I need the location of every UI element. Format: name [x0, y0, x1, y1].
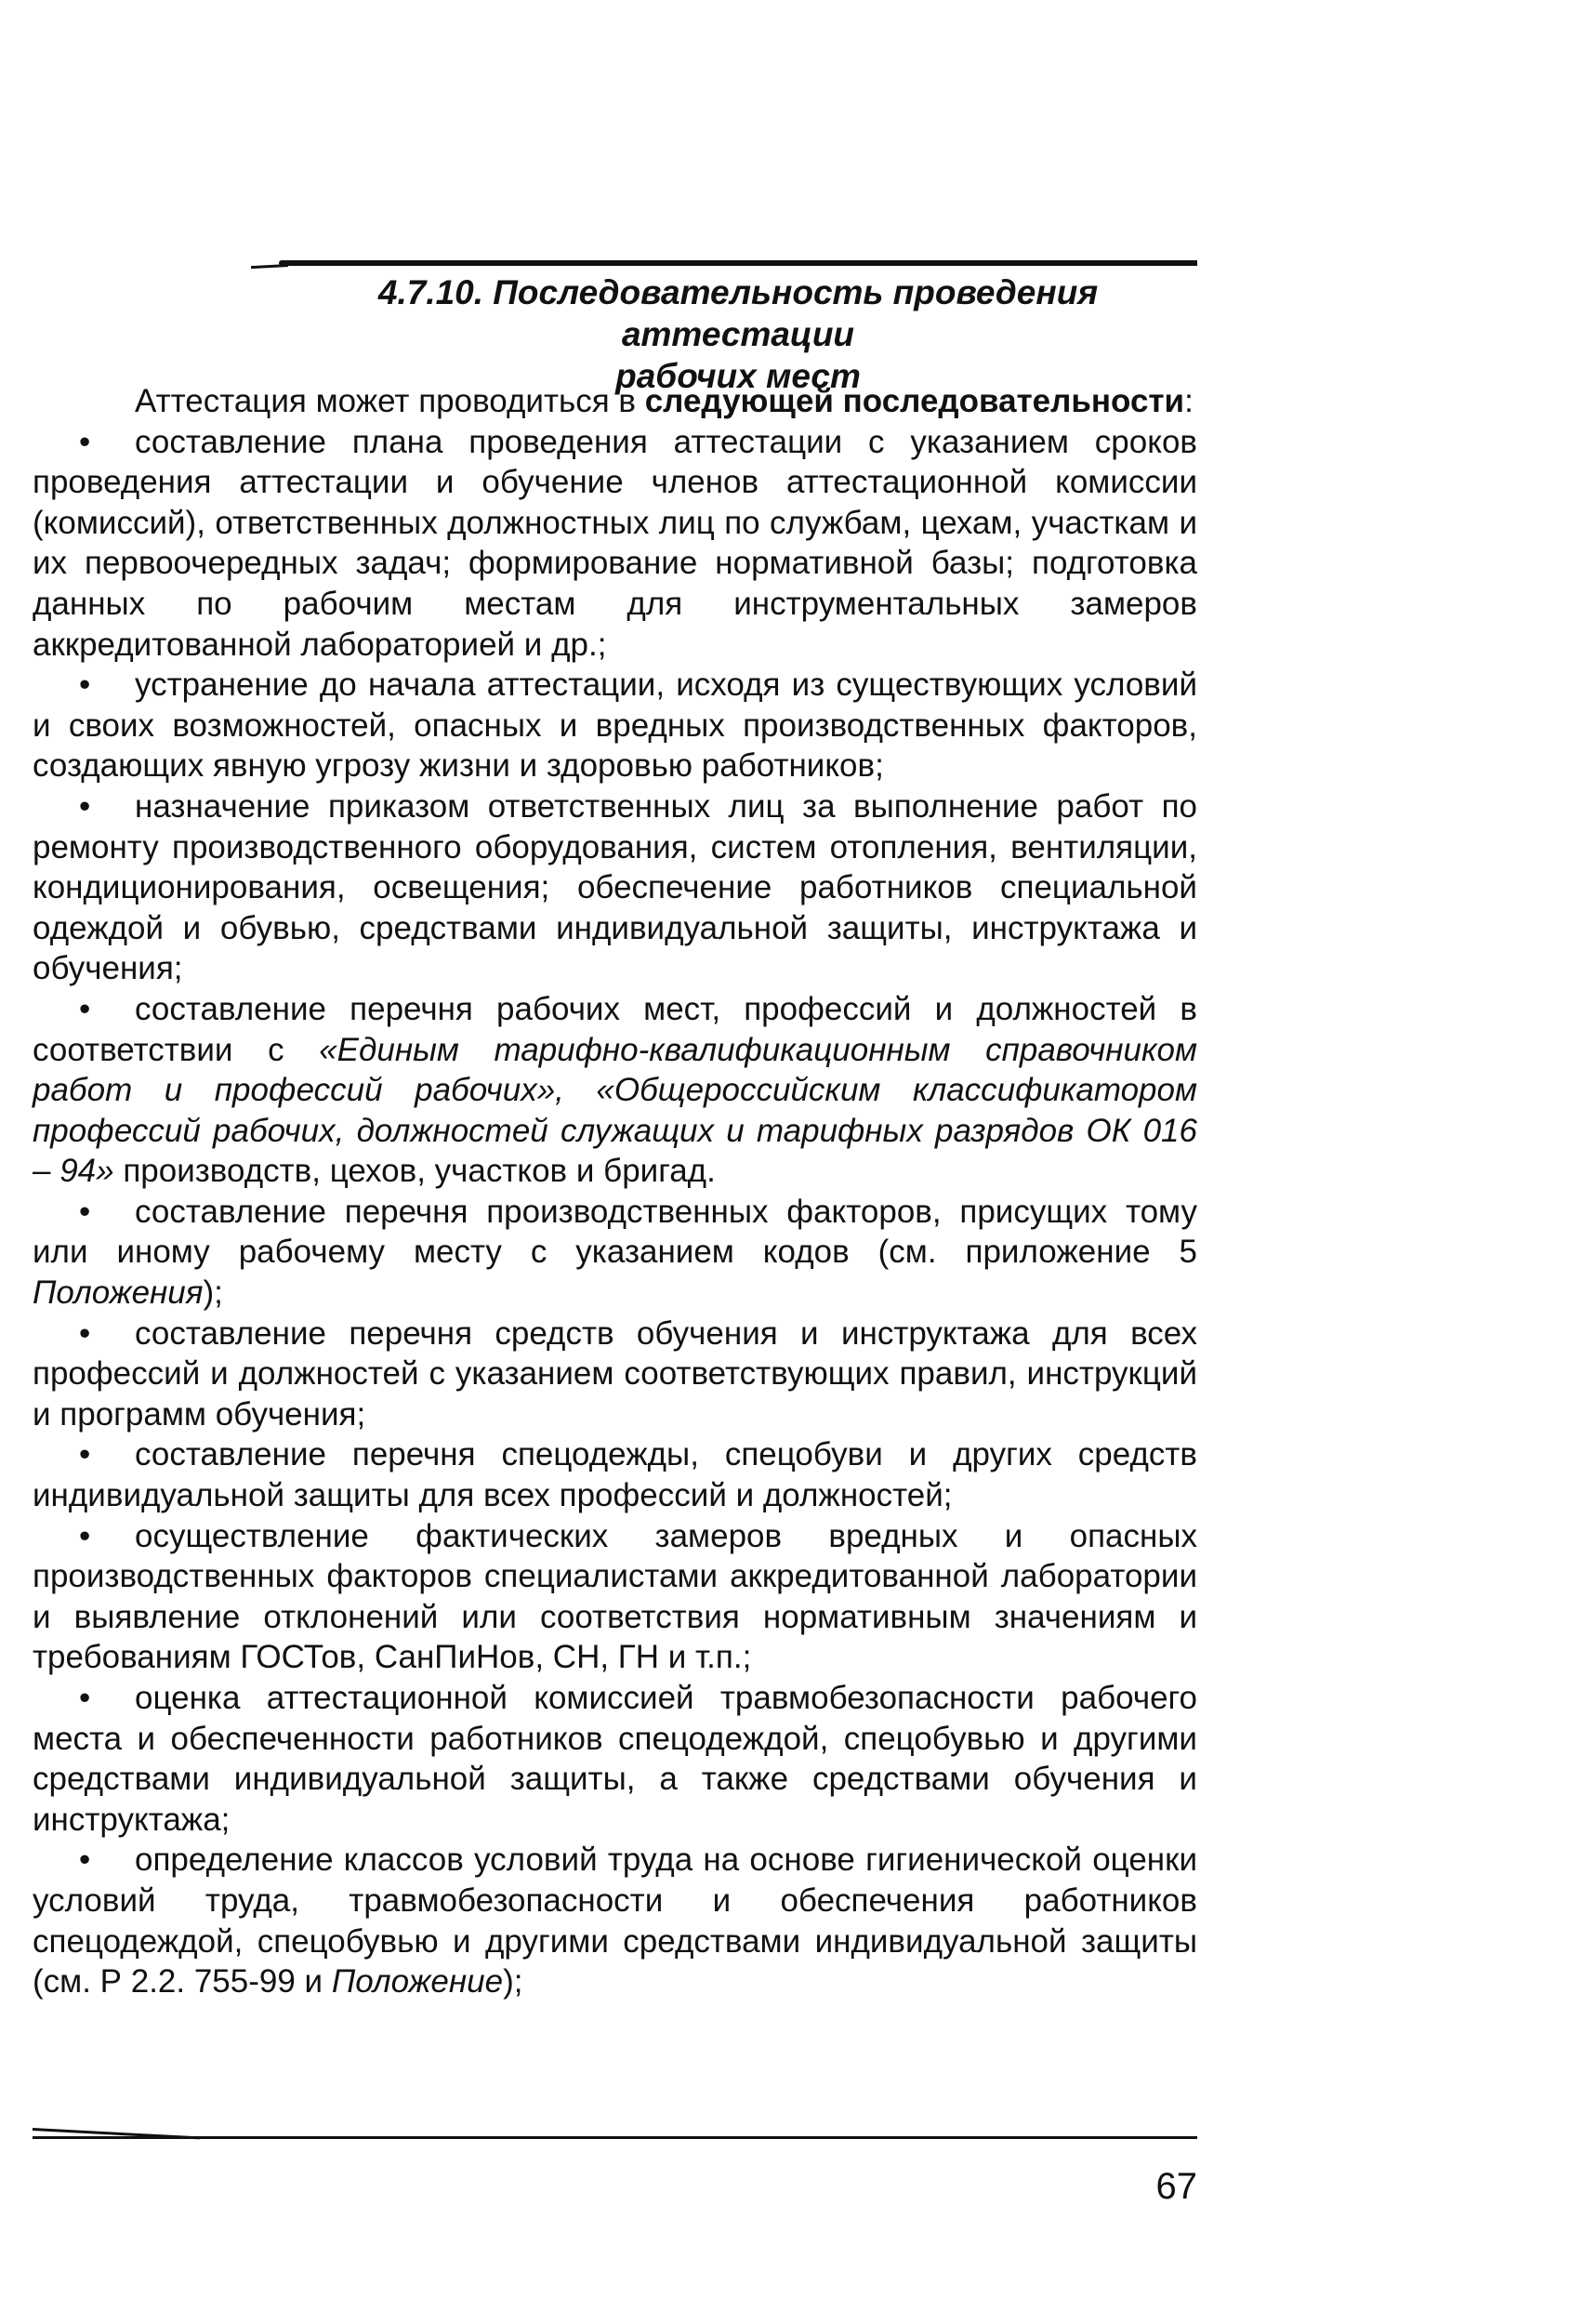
- bullet-dot-icon: •: [79, 667, 91, 704]
- bullet-item: [33, 1192, 1197, 1314]
- bullet-text: составление перечня средств обучения и инструктажа для всех профессий и должностей с указанием соответствующих правил, инструкций и программ обучения;: [33, 1314, 1197, 1433]
- bullet-dot-icon: •: [79, 1314, 91, 1352]
- heading-line-1: 4.7.10. Последовательность проведения аттестации: [377, 273, 1099, 353]
- bullet-italic-text: Положение: [331, 1963, 504, 2000]
- bullet-item: [33, 1840, 1197, 2001]
- bullet-text: составление перечня рабочих мест, профессий и должностей в соответствии с: [33, 990, 1197, 1068]
- bullet-dot-icon: •: [79, 1517, 91, 1554]
- bullet-text-after: );: [503, 1963, 523, 2000]
- bullet-text: составление перечня спецодежды, спецобуви и других средств индивидуальной защиты для всех профессий и должностей;: [33, 1436, 1197, 1514]
- page-number: 67: [1155, 2166, 1197, 2207]
- bullet-dot-icon: •: [79, 1842, 91, 1879]
- bullet-dot-icon: •: [79, 990, 91, 1027]
- bullet-dot-icon: •: [79, 1436, 91, 1473]
- bullet-text: устранение до начала аттестации, исходя из существующих условий и своих возможностей, опасных и вредных производственных факторов, создающих явную угрозу жизни и здоровью работников;: [33, 667, 1197, 785]
- bullet-item: [33, 786, 1197, 989]
- bullet-dot-icon: •: [79, 1680, 91, 1716]
- bullet-text: оценка аттестационной комиссией травмобезопасности рабочего места и обеспеченности работников спецодеждой, спецобувью и другими средствами индивидуальной защиты, а также средствами обучения и инструктажа;: [33, 1680, 1197, 1838]
- bullet-text-after: );: [203, 1274, 223, 1312]
- bullet-italic-text: «Единым тарифно-квалификационным справочником работ и профессий рабочих», «Общероссийским классификатором профессий рабочих, должностей служащих и тарифных разрядов ОК 016 – 94»: [33, 1031, 1198, 1190]
- top-rule: [279, 260, 1197, 266]
- bullet-dot-icon: •: [79, 423, 91, 460]
- intro-text: Аттестация может проводиться в: [135, 383, 645, 419]
- bullet-text: осуществление фактических замеров вредных и опасных производственных факторов специалистами аккредитованной лаборатории и выявление отклонений или соответствия нормативным значениям и требованиям ГОСТов, СанПиНов, СН, ГН и т.п.;: [33, 1517, 1197, 1676]
- intro-paragraph: [33, 381, 1197, 422]
- bottom-rule: [33, 2136, 1197, 2139]
- bullet-text-after: производств, цехов, участков и бригад.: [113, 1153, 716, 1190]
- bullet-dot-icon: •: [79, 787, 91, 825]
- bullet-item: [33, 422, 1197, 666]
- bullet-item: [33, 1434, 1197, 1515]
- intro-bold: следующей последовательности: [644, 383, 1185, 419]
- bullet-item: [33, 1516, 1197, 1678]
- heading-line-2: рабочих мест: [615, 357, 861, 395]
- bullet-text: назначение приказом ответственных лиц за выполнение работ по ремонту производственного оборудования, систем отопления, вентиляции, кондиционирования, освещения; обеспечение работников специальной одеждой и обувью, средствами индивидуальной защиты, инструктажа и обучения;: [33, 787, 1197, 987]
- intro-colon: :: [1184, 383, 1194, 419]
- bullet-dot-icon: •: [79, 1193, 91, 1230]
- bullet-text: составление перечня производственных факторов, присущих тому или иному рабочему месту с указанием кодов (см. приложение 5: [33, 1193, 1197, 1271]
- bullet-item: [33, 989, 1197, 1192]
- bullet-item: [33, 1314, 1197, 1435]
- bullet-italic-text: Положения: [33, 1274, 204, 1312]
- bullet-text: составление плана проведения аттестации с указанием сроков проведения аттестации и обучение членов аттестационной комиссии (комиссий), ответственных должностных лиц по службам, цехам, участкам и их первоочередных задач; формирование нормативной базы; подготовка данных по рабочим местам для инструментальных замеров аккредитованной лабораторией и др.;: [33, 423, 1197, 663]
- bullet-item: [33, 1678, 1197, 1840]
- body-text: [33, 381, 1197, 2002]
- bullet-item: [33, 665, 1197, 786]
- section-heading: [279, 271, 1197, 397]
- bullet-text: определение классов условий труда на основе гигиенической оценки условий труда, травмобезопасности и обеспечения работников спецодеждой, спецобувью и другими средствами индивидуальной защиты (см. Р 2.2. 755-99 и: [33, 1842, 1197, 2000]
